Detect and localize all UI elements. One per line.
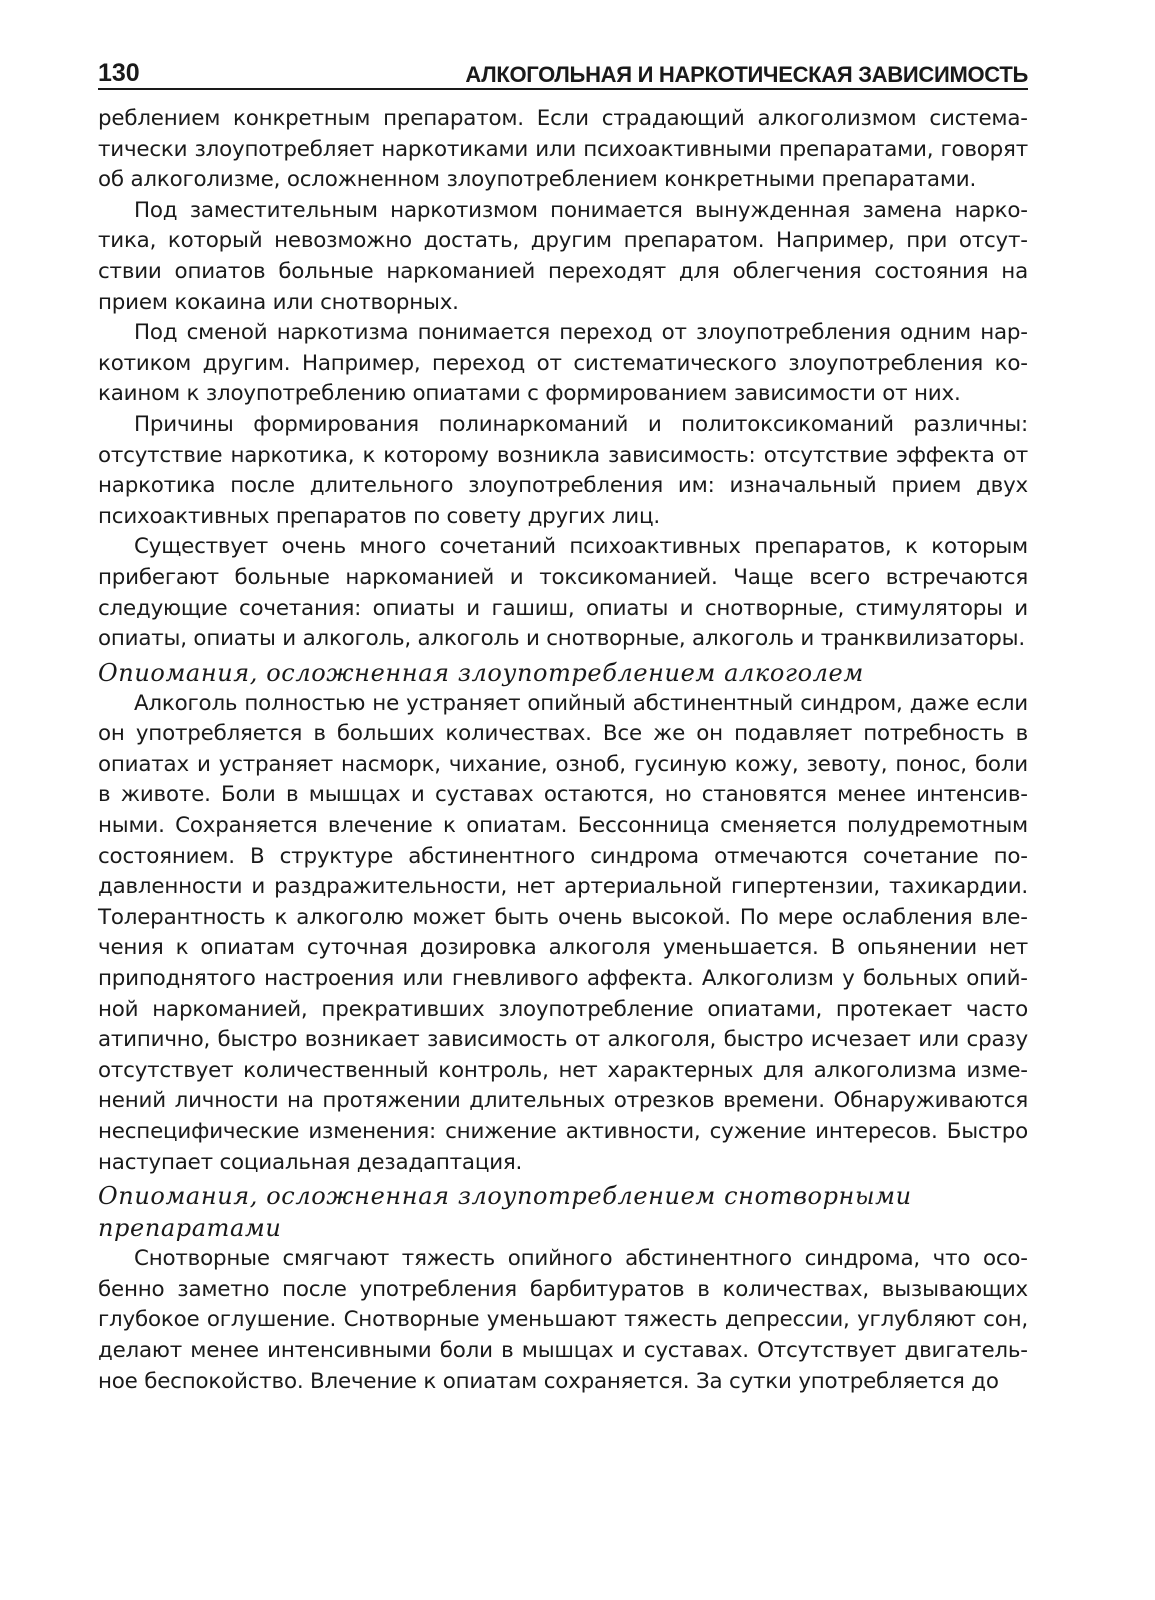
paragraph-continued: реблением конкретным препаратом. Если страдающий алкоголизмом систематически злоупотребляет наркотиками или психоактивными препаратами, говорят об алкоголизме, осложненном злоупотреблением конкретными препаратами. bbox=[98, 106, 1028, 193]
paragraph-substitution-narcotism: Под заместительным наркотизмом понимается вынужденная замена наркотика, который невозможно достать, другим препаратом. Например, при отсутствии опиатов больные наркоманией переходят для облегчения состояния на прием кокаина или снотворных. bbox=[98, 197, 1028, 315]
section-heading-alcohol: Опиомания, осложненная злоупотреблением алкоголем bbox=[98, 658, 864, 687]
book-page bbox=[98, 48, 1028, 1397]
paragraph-change-narcotism: Под сменой наркотизма понимается переход от злоупотребления одним наркотиком другим. Например, переход от систематического злоупотребления кокаином к злоупотреблению опиатами с формированием зависимости от них. bbox=[98, 320, 1028, 407]
paragraph-causes: Причины формирования полинаркоманий и политоксикоманий различны: отсутствие наркотика, к которому возникла зависимость: отсутствие эффекта от наркотика после длительного злоупотребления им: изначальный прием двух психоактивных препаратов по совету других лиц. bbox=[98, 411, 1028, 529]
page-number: 130 bbox=[98, 59, 140, 87]
paragraph-alcohol: Алкоголь полностью не устраняет опийный абстинентный синдром, даже если он употребляется в больших количествах. Все же он подавляет потребность в опиатах и устраняет насморк, чихание, озноб, гусиную кожу, зевоту, понос, боли в животе. Боли в мышцах и суставах остаются, но становятся менее интенсивными. Сохраняется влечение к опиатам. Бессонница сменяется полудремотным состоянием. В структуре абстинентного синдрома отмечаются сочетание подавленности и раздражительности, нет артериальной гипертензии, тахикардии. Толерантность к алкоголю может быть очень высокой. По мере ослабления влечения к опиатам суточная дозировка алкоголя уменьшается. В опьянении нет приподнятого настроения или гневливого аффекта. Алкоголизм у больных опийной наркоманией, прекративших злоупотребление опиатами, протекает часто атипично, быстро возникает зависимость от алкоголя, быстро исчезает или сразу отсутствует количественный контроль, нет характерных для алкоголизма изменений личности на протяжении длительных отрезков времени. Обнаруживаются неспецифические изменения: снижение активности, сужение интересов. Быстро наступает социальная дезадаптация. bbox=[98, 690, 1028, 1175]
paragraph-combinations: Существует очень много сочетаний психоактивных препаратов, к которым прибегают больные наркоманией и токсикоманией. Чаще всего встречаются следующие сочетания: опиаты и гашиш, опиаты и снотворные, стимуляторы и опиаты, опиаты и алкоголь, алкоголь и снотворные, алкоголь и транквилизаторы. bbox=[98, 534, 1028, 652]
paragraph-sleeping-pills: Снотворные смягчают тяжесть опийного абстинентного синдрома, что особенно заметно после употребления барбитуратов в количествах, вызывающих глубокое оглушение. Снотворные уменьшают тяжесть депрессии, углубляют сон, делают менее интенсивными боли в мышцах и суставах. Отсутствует двигательное беспокойство. Влечение к опиатам сохраняется. За сутки употребляется до bbox=[98, 1246, 1028, 1394]
section-heading-sleeping-pills: Опиомания, осложненная злоупотреблением снотворными препаратами bbox=[98, 1182, 912, 1243]
page-body bbox=[98, 104, 1028, 1397]
chapter-title: АЛКОГОЛЬНАЯ И НАРКОТИЧЕСКАЯ ЗАВИСИМОСТЬ bbox=[465, 62, 1028, 87]
running-header bbox=[98, 48, 1028, 90]
